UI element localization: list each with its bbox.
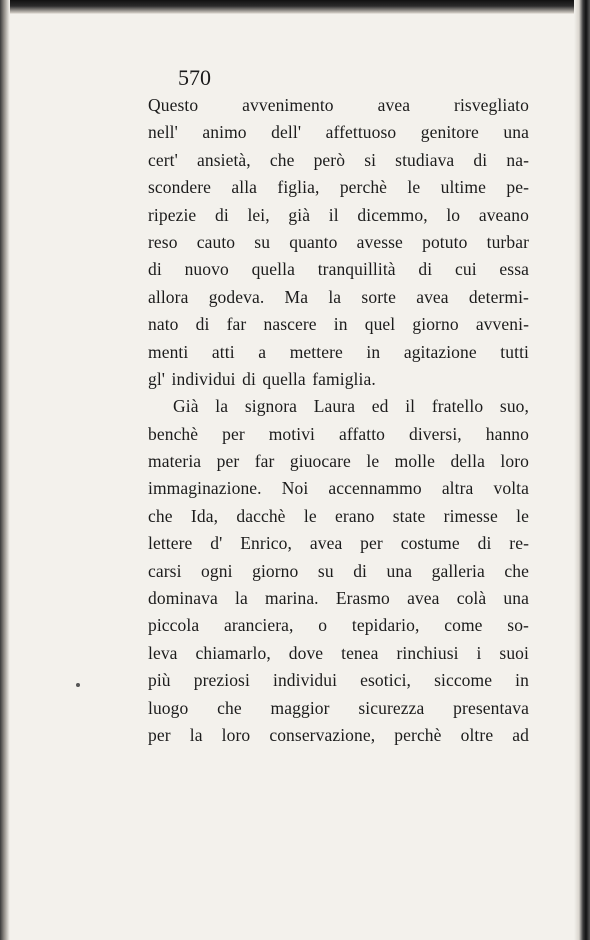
- text-line: nato di far nascere in quel giorno avveni-: [148, 314, 529, 335]
- text-line: leva chiamarlo, dove tenea rinchiusi i suoi: [148, 642, 529, 663]
- text-line: menti atti a mettere in agitazione tutti: [148, 341, 529, 362]
- page-number: 570: [178, 65, 211, 90]
- scan-speck: [76, 683, 80, 687]
- text-line: piccola aranciera, o tepidario, come so-: [148, 615, 529, 636]
- text-line: benchè per motivi affatto diversi, hanno: [148, 423, 529, 444]
- text-line: dominava la marina. Erasmo avea colà una: [148, 588, 529, 609]
- text-line: reso cauto su quanto avesse potuto turbar: [148, 231, 529, 252]
- text-line: ripezie di lei, già il dicemmo, lo aveano: [148, 204, 529, 225]
- text-line: immaginazione. Noi accennammo altra volta: [148, 478, 529, 499]
- text-line: lettere d' Enrico, avea per costume di re-: [148, 533, 529, 554]
- text-line: per la loro conservazione, perchè oltre ad: [148, 724, 529, 745]
- scan-top-edge: [0, 0, 590, 14]
- text-line: Questo avvenimento avea risvegliato: [148, 95, 529, 115]
- text-line: nell' animo dell' affettuoso genitore una: [148, 122, 529, 143]
- text-line: gl' individui di quella famiglia.: [148, 368, 376, 389]
- text-line: luogo che maggior sicurezza presentava: [148, 697, 529, 718]
- text-line: allora godeva. Ma la sorte avea determi-: [148, 286, 529, 307]
- text-line: di nuovo quella tranquillità di cui essa: [148, 259, 529, 280]
- text-line: Già la signora Laura ed il fratello suo,: [173, 396, 529, 417]
- text-line: che Ida, dacchè le erano state rimesse le: [148, 505, 529, 526]
- text-line: materia per far giuocare le molle della loro: [148, 451, 529, 472]
- body-text: [148, 92, 529, 749]
- text-line: carsi ogni giorno su di una galleria che: [148, 560, 529, 581]
- paragraph-2: [148, 393, 529, 749]
- text-line: scondere alla figlia, perchè le ultime pe-: [148, 177, 529, 198]
- scan-right-edge: [574, 0, 590, 940]
- paragraph-1: [148, 92, 529, 393]
- scan-left-edge: [0, 0, 10, 940]
- text-line: più preziosi individui esotici, siccome in: [148, 670, 529, 691]
- text-line: cert' ansietà, che però si studiava di na-: [148, 149, 529, 170]
